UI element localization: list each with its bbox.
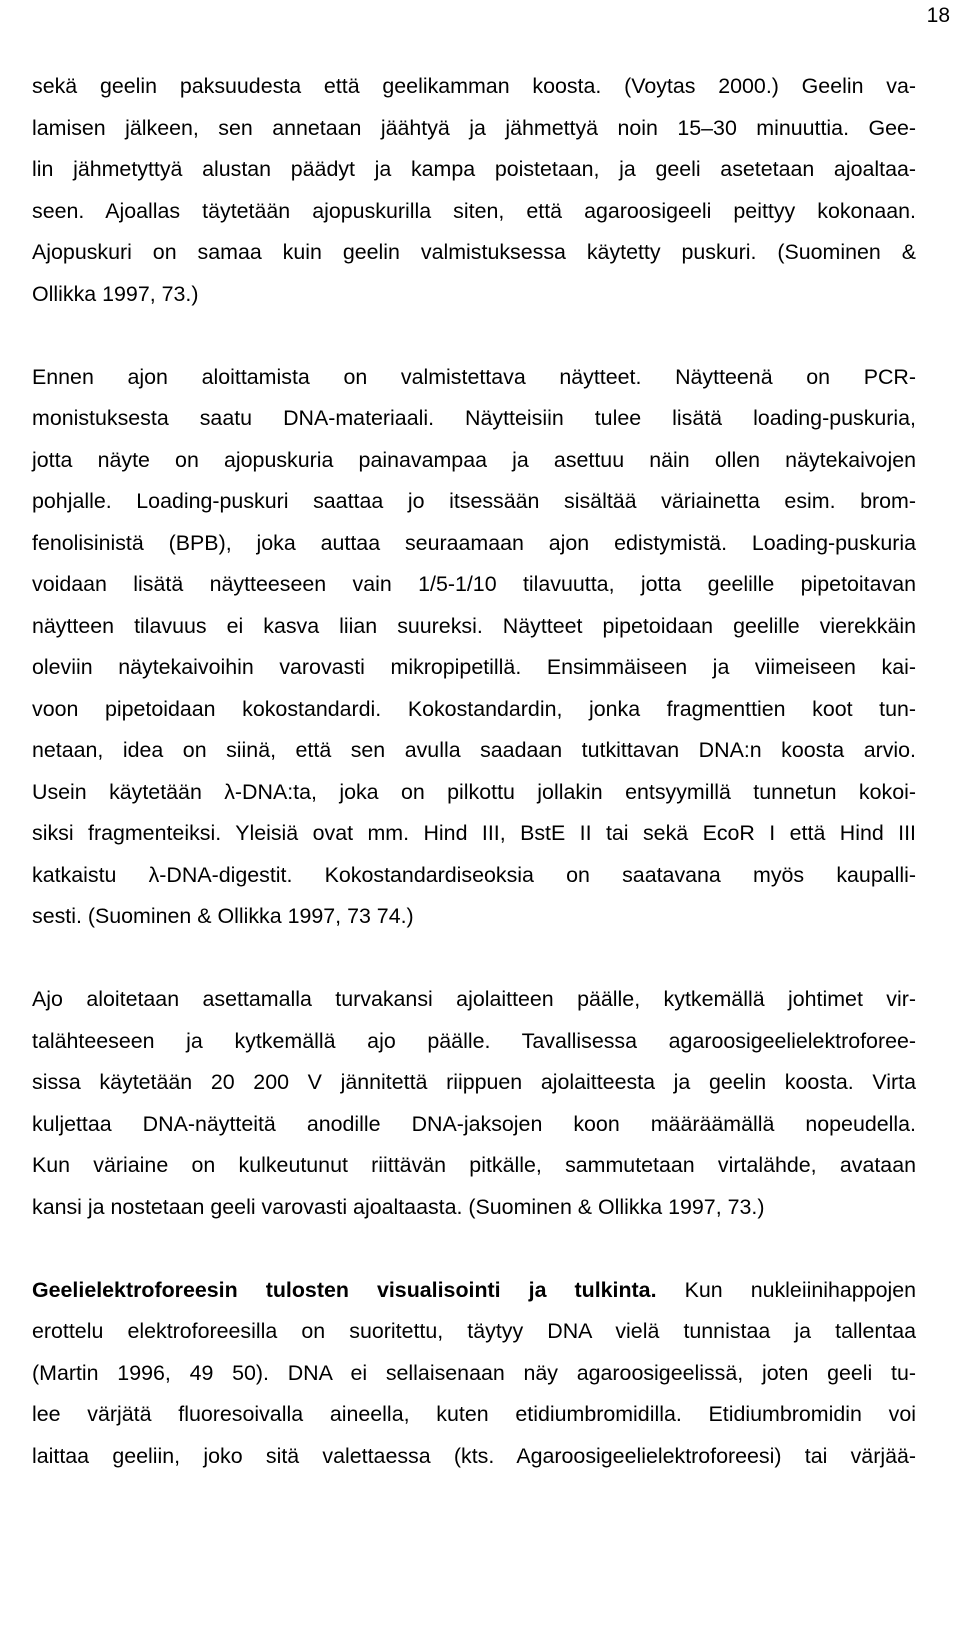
text-line: talähteeseen ja kytkemällä ajo päälle. Tavallisessa agaroosigeelielektroforee- [32, 1028, 916, 1053]
text-line: pohjalle. Loading-puskuri saattaa jo itsessään sisältää väriainetta esim. brom- [32, 489, 916, 513]
text-run: Kun nukleiinihappojen [656, 1277, 917, 1302]
text-line: Ollikka 1997, 73.) [32, 281, 199, 306]
paragraph-running-gel [32, 979, 916, 1228]
text-line [32, 1270, 916, 1312]
paragraph-gap [32, 938, 916, 980]
text-line: sesti. (Suominen & Ollikka 1997, 73 74.) [32, 904, 414, 928]
text-line: Kun väriaine on kulkeutunut riittävän pitkälle, sammutetaan virtalähde, avataan [32, 1153, 916, 1177]
paragraph-gap [32, 315, 916, 357]
text-line: Usein käytetään λ-DNA:ta, joka on pilkottu jollakin entsyymillä tunnetun kokoi- [32, 779, 916, 804]
text-line: katkaistu λ-DNA-digestit. Kokostandardiseoksia on saatavana myös kaupalli- [32, 862, 916, 887]
text-line: jotta näyte on ajopuskuria painavampaa ja asettuu näin ollen näytekaivojen [32, 447, 916, 472]
text-line: lee värjätä fluoresoivalla aineella, kuten etidiumbromidilla. Etidiumbromidin voi [32, 1402, 916, 1426]
text-line: sissa käytetään 20 200 V jännitettä riippuen ajolaitteesta ja geelin koosta. Virta [32, 1070, 916, 1094]
text-line: (Martin 1996, 49 50). DNA ei sellaisenaan näy agaroosigeelissä, joten geeli tu- [32, 1360, 916, 1385]
paragraph-gap [32, 1228, 916, 1270]
page-number: 18 [926, 4, 950, 27]
paragraph-sample-preparation [32, 357, 916, 938]
text-line: laittaa geeliin, joko sitä valettaessa (kts. Agaroosigeelielektroforeesi) tai värjää- [32, 1443, 916, 1468]
text-line: Ennen ajon aloittamista on valmistettava näytteet. Näytteenä on PCR- [32, 364, 916, 389]
text-line: lin jähmetyttyä alustan päädyt ja kampa poistetaan, ja geeli asetetaan ajoaltaa- [32, 157, 916, 181]
text-line: voon pipetoidaan kokostandardi. Kokostandardin, jonka fragmenttien koot tun- [32, 696, 916, 721]
document-body [32, 66, 916, 1477]
text-line: kuljettaa DNA-näytteitä anodille DNA-jaksojen koon määräämällä nopeudella. [32, 1111, 916, 1136]
text-line: voidaan lisätä näytteeseen vain 1/5-1/10 tilavuutta, jotta geelille pipetoitavan [32, 572, 916, 596]
text-line: näytteen tilavuus ei kasva liian suureksi. Näytteet pipetoidaan geelille vierekkäin [32, 613, 916, 638]
text-line: siksi fragmenteiksi. Yleisiä ovat mm. Hind III, BstE II tai sekä EcoR I että Hind III [32, 821, 916, 845]
text-line: monistuksesta saatu DNA-materiaali. Näytteisiin tulee lisätä loading-puskuria, [32, 406, 916, 430]
text-line: sekä geelin paksuudesta että geelikamman koosta. (Voytas 2000.) Geelin va- [32, 74, 916, 98]
section-lead-heading: Geelielektroforeesin tulosten visualisointi ja tulkinta. [32, 1277, 657, 1302]
text-line: Ajopuskuri on samaa kuin geelin valmistuksessa käytetty puskuri. (Suominen & [32, 240, 916, 264]
text-line: netaan, idea on siinä, että sen avulla saadaan tutkittavan DNA:n koosta arvio. [32, 738, 916, 762]
text-line: oleviin näytekaivoihin varovasti mikropipetillä. Ensimmäiseen ja viimeiseen kai- [32, 655, 916, 679]
text-line: fenolisinistä (BPB), joka auttaa seuraamaan ajon edistymistä. Loading-puskuria [32, 530, 916, 555]
text-line: erottelu elektroforeesilla on suoritettu, täytyy DNA vielä tunnistaa ja tallentaa [32, 1319, 916, 1343]
paragraph-gel-casting [32, 66, 916, 315]
text-line: seen. Ajoallas täytetään ajopuskurilla siten, että agaroosigeeli peittyy kokonaan. [32, 198, 916, 223]
text-line: kansi ja nostetaan geeli varovasti ajoaltaasta. (Suominen & Ollikka 1997, 73.) [32, 1194, 765, 1219]
text-line: Ajo aloitetaan asettamalla turvakansi ajolaitteen päälle, kytkemällä johtimet vir- [32, 987, 916, 1011]
text-line: lamisen jälkeen, sen annetaan jäähtyä ja jähmettyä noin 15–30 minuuttia. Gee- [32, 115, 916, 140]
paragraph-visualisation [32, 1270, 916, 1478]
